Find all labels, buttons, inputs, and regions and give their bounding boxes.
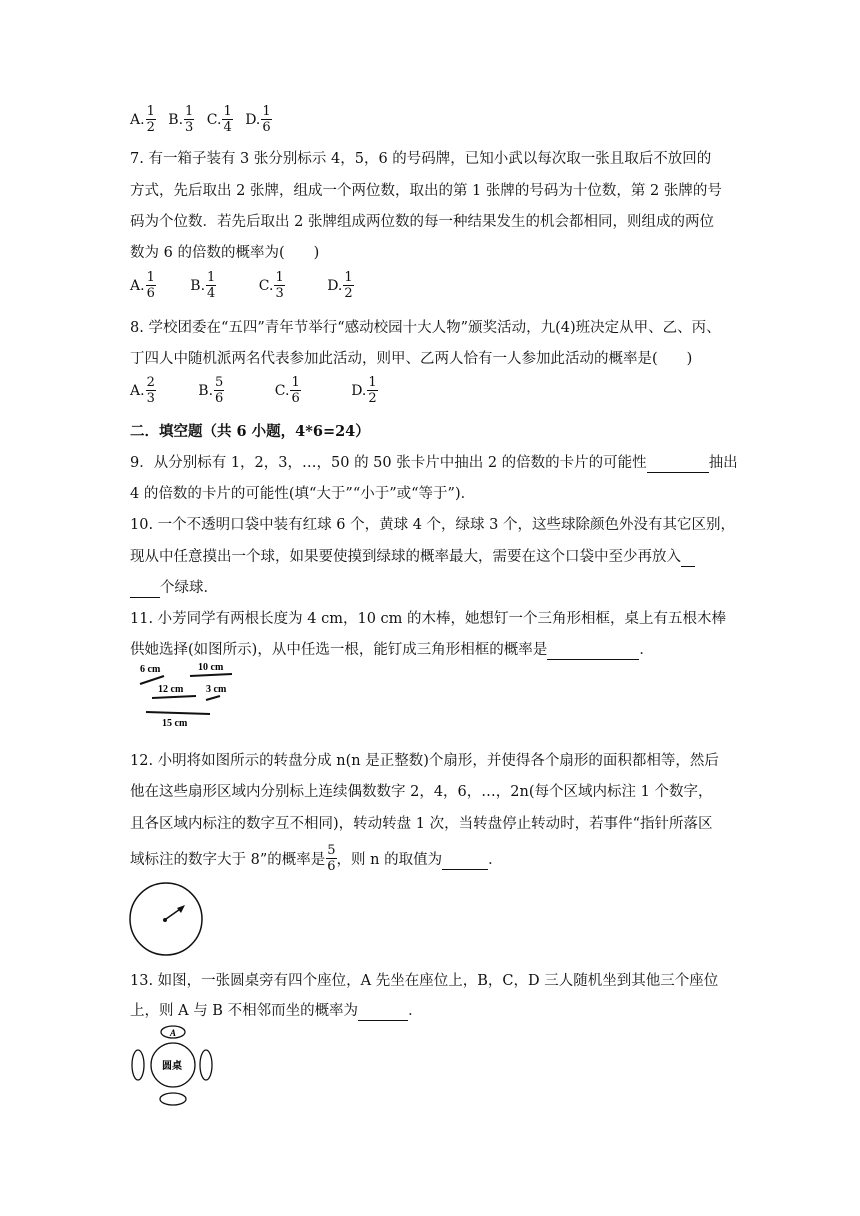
q7-option-a: A. $\frac{1}{6}$: [130, 270, 155, 301]
stick-15cm: [146, 712, 210, 714]
stick-12cm: [152, 696, 196, 698]
q12-line-3: 且各区域内标注的数字互不相同)，转动转盘 1 次，当转盘停止转动时，若事件“指针所落区: [130, 816, 713, 832]
q11-text-end: ．: [639, 642, 654, 658]
seat-left: [132, 1050, 144, 1080]
q13-line-2: [130, 1002, 423, 1021]
q13-line-1: 13. 如图，一张圆桌旁有四个座位，A 先坐在座位上，B，C，D 三人随机坐到其他三个座位: [130, 973, 719, 989]
q6-options: [130, 104, 272, 135]
q7-line-4: 数为 6 的倍数的概率为( ): [130, 245, 320, 261]
q8-line-2: 丁四人中随机派两名代表参加此活动，则甲、乙两人恰有一人参加此活动的概率是( ): [130, 351, 693, 367]
q13-text: 上，则 A 与 B 不相邻而坐的概率为: [130, 1003, 359, 1019]
q7-line-3: 码为个位数．若先后取出 2 张牌组成两位数的每一种结果发生的机会都相同，则组成的两位: [130, 214, 714, 230]
stick-label-3cm: 3 cm: [206, 684, 227, 695]
q9-line-2: 4 的倍数的卡片的可能性(填“大于”“小于”或“等于”)．: [130, 486, 476, 502]
q8-option-d: D. $\frac{1}{2}$: [351, 375, 377, 406]
q6-option-b: B. $\frac{1}{3}$: [168, 104, 194, 135]
q9-answer-blank[interactable]: [647, 454, 709, 473]
q13-text-end: ．: [408, 1003, 423, 1019]
round-table-figure: [130, 1022, 216, 1108]
q9-line-1: [130, 454, 738, 473]
q12-text-b: ，则 n 的取值为: [336, 852, 443, 868]
q6-option-c: C. $\frac{1}{4}$: [206, 104, 232, 135]
sticks-figure: [136, 656, 246, 728]
q12-line-2: 他在这些扇形区域内分别标上连续偶数数字 2，4，6，…，2n(每个区域内标注 1 个数字，: [130, 784, 713, 800]
stick-3cm: [206, 696, 220, 700]
stick-label-6cm: 6 cm: [140, 664, 161, 675]
section-heading: 二．填空题（共 6 小题，4*6=24）: [130, 423, 370, 440]
q10-line-3: [130, 579, 218, 598]
stick-label-10cm: 10 cm: [198, 662, 224, 673]
q12-text-end: ．: [488, 852, 503, 868]
q12-text-a: 域标注的数字大于 8”的概率是: [130, 852, 326, 868]
q11-text: 供她选择(如图所示)，从中任选一根，能钉成三角形相框的概率是: [130, 642, 548, 658]
q12-line-1: 12. 小明将如图所示的转盘分成 n(n 是正整数)个扇形，并使得各个扇形的面积都相等，然后: [130, 753, 719, 769]
q10-text-end: 个绿球．: [160, 580, 218, 596]
q10-line-1: 10. 一个不透明口袋中装有红球 6 个，黄球 4 个，绿球 3 个，这些球除颜色外没有其它区别，: [130, 517, 735, 533]
round-table-label: 圆桌: [162, 1061, 182, 1072]
q10-answer-blank-start[interactable]: [681, 548, 695, 567]
spinner-figure: [128, 881, 204, 957]
q8-option-b: B. $\frac{5}{6}$: [198, 375, 224, 406]
q6-option-d: D. $\frac{1}{6}$: [245, 104, 271, 135]
stick-10cm: [190, 674, 232, 676]
q12-fraction: $\frac{5}{6}$: [327, 843, 336, 874]
q12-line-4: [130, 843, 503, 874]
q11-line-1: 11. 小芳同学有两根长度为 4 cm，10 cm 的木棒，她想钉一个三角形相框，桌上有五根木棒: [130, 611, 727, 627]
q9-text-a: 9．从分别标有 1，2，3，…，50 的 50 张卡片中抽出 2 的倍数的卡片的可能性: [130, 455, 647, 471]
q7-line-2: 方式，先后取出 2 张牌，组成一个两位数，取出的第 1 张牌的号码为十位数，第 2 张牌的号: [130, 183, 722, 199]
q6-option-a: A. $\frac{1}{2}$: [130, 104, 155, 135]
q8-options: [130, 375, 378, 406]
q8-option-c: C. $\frac{1}{6}$: [274, 375, 300, 406]
seat-right: [200, 1050, 212, 1080]
seat-bottom: [160, 1093, 186, 1105]
q10-answer-blank-end[interactable]: [130, 579, 160, 598]
q13-answer-blank[interactable]: [358, 1002, 408, 1021]
q7-options: [130, 270, 354, 301]
stick-6cm: [140, 676, 164, 684]
q9-text-b: 抽出: [708, 455, 738, 471]
q8-line-1: 8. 学校团委在“五四”青年节举行“感动校园十大人物”颁奖活动，九(4)班决定从甲、乙、丙、: [130, 320, 721, 336]
q7-option-b: B. $\frac{1}{4}$: [190, 270, 216, 301]
q11-answer-blank[interactable]: [547, 641, 639, 660]
q10-text: 现从中任意摸出一个球，如果要使摸到绿球的概率最大，需要在这个口袋中至少再放入: [130, 549, 681, 565]
spinner-arrowhead: [177, 905, 185, 913]
q7-option-c: C. $\frac{1}{3}$: [258, 270, 284, 301]
q8-option-a: A. $\frac{2}{3}$: [130, 375, 155, 406]
q12-answer-blank[interactable]: [442, 851, 488, 870]
q10-line-2: [130, 548, 695, 567]
q7-line-1: 7. 有一箱子装有 3 张分别标示 4，5，6 的号码牌，已知小武以每次取一张且取后不放回的: [130, 151, 712, 167]
stick-label-15cm: 15 cm: [162, 718, 188, 728]
q7-option-d: D. $\frac{1}{2}$: [327, 270, 353, 301]
seat-a-label: A: [170, 1028, 177, 1038]
stick-label-12cm: 12 cm: [158, 684, 184, 695]
